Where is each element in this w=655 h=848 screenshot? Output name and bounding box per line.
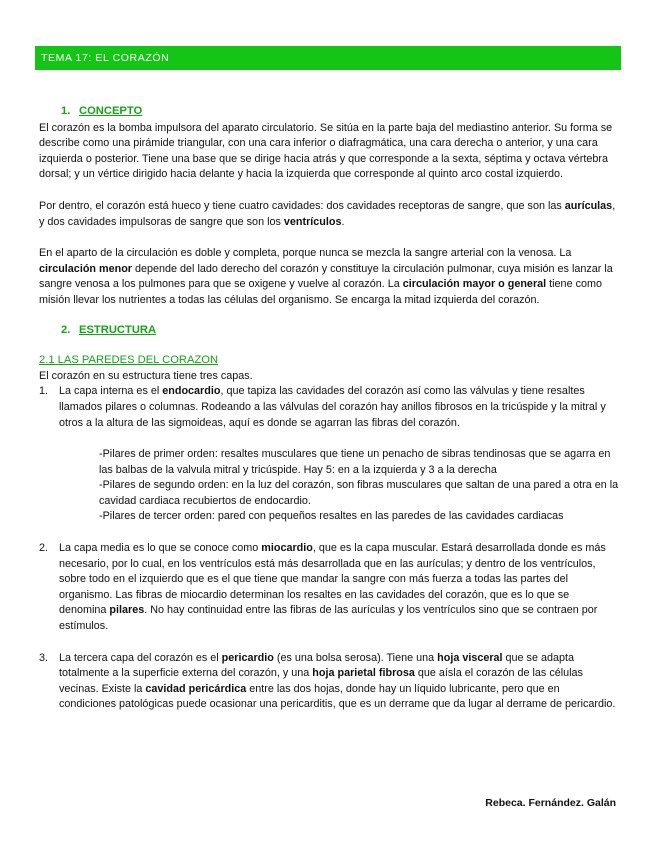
pilares-primer-orden: -Pilares de primer orden: resaltes musculares que tiene un penacho de sibras tendinosas que se agarra en las balbas de la valvula mitral y tricúspide. Hay 5: en a la izquierda y 3 a la derecha [99, 448, 611, 476]
list-item-miocardio: 2. La capa media es lo que se conoce como miocardio, que es la capa muscular. Estará desarrollada donde es más necesario, por lo cual, en los ventrículos está más desarrollada que en las aurículas; y dentro de los ventrículos, sobre todo en el izquierdo que es el que tiene que mandar la sangre con más fuerza a todas las partes del organismo. Las fibras de miocardio determinan los resaltes en las cavidades del corazón, que es lo que se denomina pilares. No hay continuidad entre las fibras de las aurículas y los ventrículos sino que se contraen por estímulos. [39, 542, 606, 633]
paragraph-intro-capas: El corazón en su estructura tiene tres capas. [39, 369, 253, 382]
footer-author: Rebeca. Fernández. Galán [485, 797, 616, 809]
document-body [39, 104, 619, 713]
term-hoja-visceral: hoja visceral [437, 651, 503, 664]
section-title: ESTRUCTURA [79, 323, 157, 336]
paragraph-circulacion: En el aparto de la circulación es doble y completa, porque nunca se mezcla la sangre arterial con la venosa. La circulación menor depende del lado derecho del corazón y constituye la circulación pulmonar, cuya misión es lanzar la sangre venosa a los pulmones para que se oxigene y vuelve al corazón. La circulación mayor o general tiene como misión llevar los nutrientes a todas las células del organismo. Se encarga la mitad izquierda del corazón. [39, 247, 613, 306]
list-item-pericardio: 3. La tercera capa del corazón es el pericardio (es una bolsa serosa). Tiene una hoja visceral que se adapta totalmente a la superficie externa del corazón, y una hoja parietal fibrosa que aísla el corazón de las células vecinas. Existe la cavidad pericárdica entre las dos hojas, donde hay un líquido lubricante, pero que en condiciones patológicas puede ocasionar una pericarditis, que es un derrame que da lugar al derrame de pericardio. [39, 651, 616, 711]
term-hoja-parietal: hoja parietal fibrosa [312, 667, 415, 680]
list-number: 3. [39, 651, 49, 664]
list-item-endocardio: 1. La capa interna es el endocardio, que tapiza las cavidades del corazón así como las válvulas y tiene resaltes llamados pilares o columnas. Rodeando a las válvulas del corazón hay anillos fibrosos en la tricúspide y la mitral y otros a la altura de las sigmoideas, aquí es donde se agarran las fibras del corazón. -Pilares de primer orden: resaltes musculares que tiene un penacho de sibras tendinosas que se agarra en las balbas de la valvula mitral y tricúspide. Hay 5: en a la izquierda y 3 a la derecha -Pilares de segundo orden: en la luz del corazón, son fibras musculares que saltan de una pared a otra en la cavidad cardiaca recubiertos de endocardio. -Pilares de tercer orden: pared con pequeños resaltes en las paredes de las cavidades cardiacas [39, 384, 619, 525]
term-circulacion-mayor: circulación mayor o general [402, 278, 547, 291]
section-title: CONCEPTO [79, 105, 143, 117]
subsection-heading: 2.1 LAS PAREDES DEL CORAZON [39, 354, 219, 367]
term-cavidad-pericardica: cavidad pericárdica [145, 682, 247, 695]
section-number: 1. [61, 105, 71, 117]
page-title: TEMA 17: EL CORAZÓN [41, 52, 170, 64]
title-banner [35, 46, 621, 70]
term-pericardio: pericardio [221, 651, 274, 664]
paragraph-cavidades: Por dentro, el corazón está hueco y tiene cuatro cavidades: dos cavidades receptoras de sangre, que son las aurículas, y dos cavidades impulsoras de sangre que son los ventrículos. [39, 199, 616, 228]
term-endocardio: endocardio [162, 385, 221, 398]
section-number: 2. [61, 323, 71, 336]
pilares-block [99, 447, 619, 525]
paragraph-concepto: El corazón es la bomba impulsora del aparato circulatorio. Se sitúa en la parte baja del mediastino anterior. Su forma se describe como una pirámide triangular, con una cara inferior o diafragmática, una cara derecha o anterior, y una cara izquierda o posterior. Tiene una base que se dirige hacia atrás y que corresponde a la sexta, séptima y octava vértebra dorsal; y un vértice dirigido hacia delante y hacia la izquierda que corresponde al quinto arco costal izquierdo. [39, 121, 613, 181]
term-auriculas: aurículas [564, 199, 613, 212]
pilares-segundo-orden: -Pilares de segundo orden: en la luz del corazón, son fibras musculares que saltan de una pared a otra en la cavidad cardiaca recubiertos de endocardio. [99, 479, 619, 507]
layers-list [39, 384, 619, 713]
list-number: 2. [39, 542, 49, 555]
term-miocardio: miocardio [261, 542, 313, 555]
list-number: 1. [39, 385, 49, 398]
term-ventriculos: ventrículos [283, 215, 342, 228]
section-heading-estructura [61, 323, 619, 339]
section-heading-concepto [61, 104, 619, 120]
pilares-tercer-orden: -Pilares de tercer orden: pared con pequeños resaltes en las paredes de las cavidades cardiacas [99, 510, 564, 523]
term-circulacion-menor: circulación menor [39, 262, 133, 275]
term-pilares: pilares [109, 604, 145, 617]
